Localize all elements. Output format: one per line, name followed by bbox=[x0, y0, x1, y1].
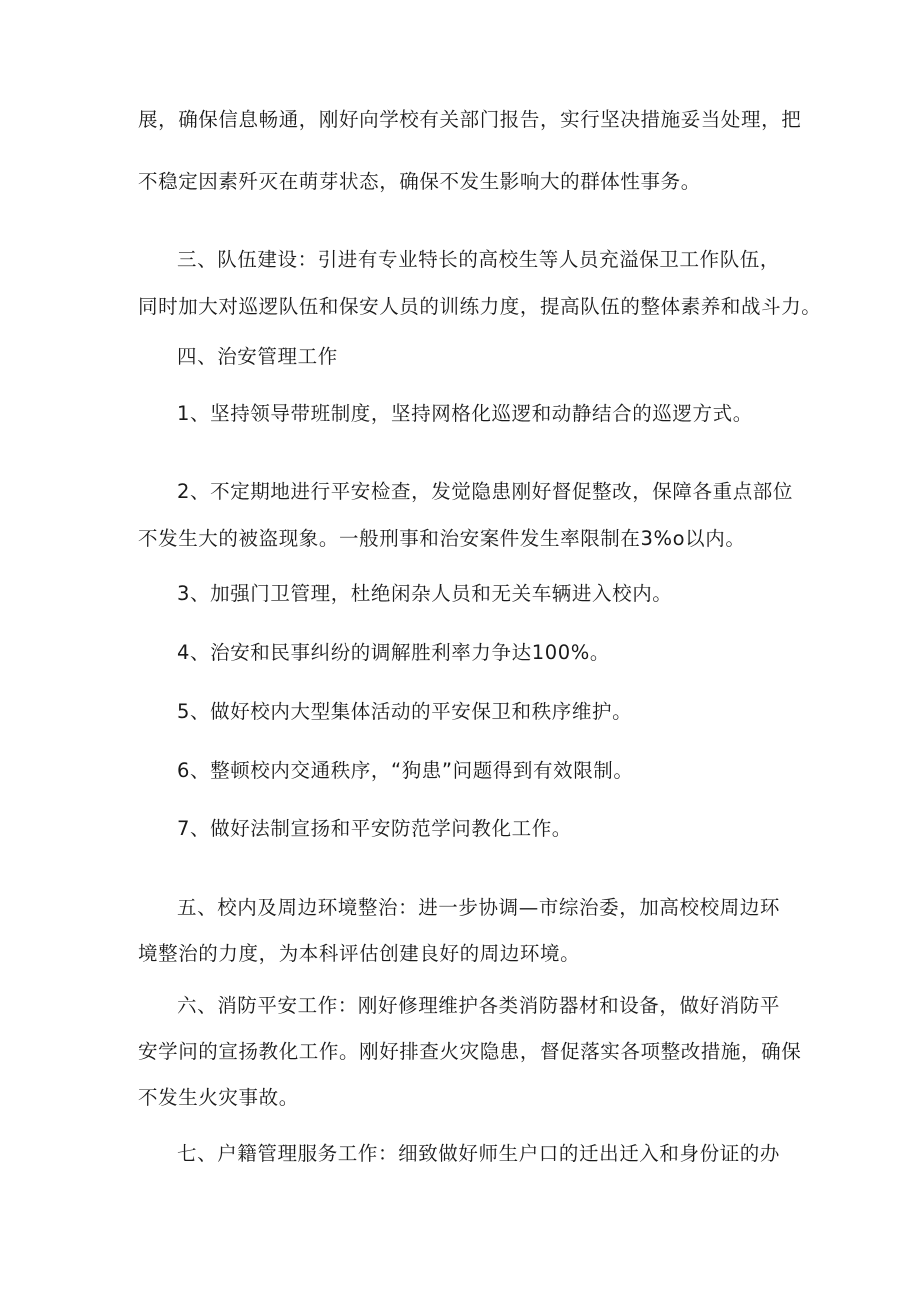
list-item-line: 6、整顿校内交通秩序，“狗患”问题得到有效限制。 bbox=[177, 759, 634, 782]
text-line: 展，确保信息畅通，刚好向学校有关部门报告，实行坚决措施妥当处理，把 bbox=[138, 108, 802, 131]
section-heading-line: 七、户籍管理服务工作：细致做好师生户口的迁出迁入和身份证的办 bbox=[177, 1142, 781, 1165]
text-line: 不发生火灾事故。 bbox=[138, 1086, 299, 1109]
text-line: 同时加大对巡逻队伍和保安人员的训练力度，提高队伍的整体素养和战斗力。 bbox=[138, 295, 822, 318]
section-heading-line: 三、队伍建设：引进有专业特长的高校生等人员充溢保卫工作队伍， bbox=[177, 248, 781, 271]
list-item-line: 2、不定期地进行平安检查，发觉隐患刚好督促整改，保障各重点部位 bbox=[177, 480, 794, 503]
section-heading-line: 四、治安管理工作 bbox=[177, 345, 338, 368]
text-line: 境整治的力度，为本科评估创建良好的周边环境。 bbox=[138, 942, 581, 965]
text-line: 不发生大的被盗现象。一般刑事和治安案件发生率限制在3%o以内。 bbox=[138, 527, 746, 550]
list-item-line: 7、做好法制宣扬和平安防范学问教化工作。 bbox=[177, 817, 572, 840]
text-line: 安学问的宣扬教化工作。刚好排查火灾隐患，督促落实各项整改措施，确保 bbox=[138, 1040, 802, 1063]
list-item-line: 1、坚持领导带班制度，坚持网格化巡逻和动静结合的巡逻方式。 bbox=[177, 402, 753, 425]
list-item-line: 5、做好校内大型集体活动的平安保卫和秩序维护。 bbox=[177, 700, 633, 723]
section-heading-line: 六、消防平安工作：刚好修理维护各类消防器材和设备，做好消防平 bbox=[177, 994, 781, 1017]
text-line: 不稳定因素歼灭在萌芽状态，确保不发生影响大的群体性事务。 bbox=[138, 170, 701, 193]
list-item-line: 4、治安和民事纠纷的调解胜利率力争达100%。 bbox=[177, 641, 610, 664]
section-heading-line: 五、校内及周边环境整治：进一步协调—市综治委，加高校校周边环 bbox=[177, 896, 781, 919]
list-item-line: 3、加强门卫管理，杜绝闲杂人员和无关车辆进入校内。 bbox=[177, 582, 673, 605]
